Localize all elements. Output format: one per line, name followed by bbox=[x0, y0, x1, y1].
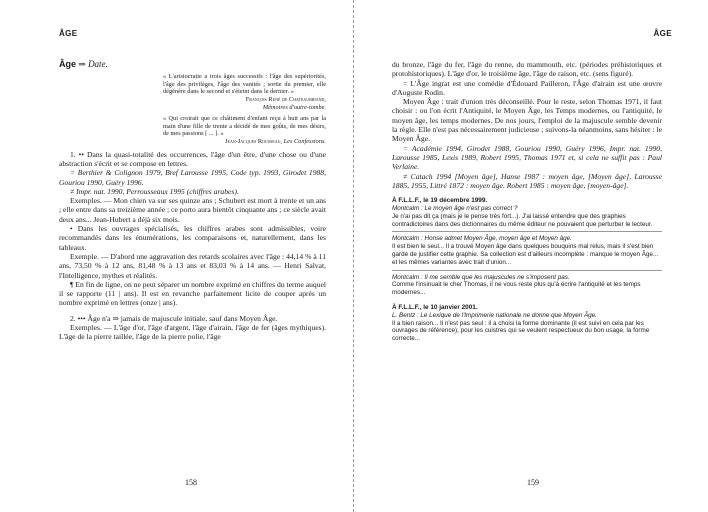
forum-reply-3: Comme l'insinuait le cher Thomas, il ne vous reste plus qu'à écrire l'antiquité et les temps modernes... bbox=[392, 281, 641, 297]
forum-quote-1: Montcalm : Le moyen âge n'est pas correct ? bbox=[392, 204, 518, 212]
epigraph-quote-2: « Qui croirait que ce châtiment d'enfant reçu à huit ans par la main d'une fille de trente a décidé de mes goûts, de mes désirs, de mes passions [ ... ]. » bbox=[163, 115, 326, 138]
epigraph-quote-1: « L'aristocratie a trois âges successifs : l'âge des supériorités, l'âge des privilèges, l'âge des vanités ; sortie du premier, elle dégénère dans le second et s'éteint dans le dernier. » bbox=[163, 73, 326, 96]
references-agree-moyen-age: = Académie 1994, Girodet 1988, Gouriou 1990, Guéry 1996, Impr. nat. 1990, Larousse 1985, Lexis 1989, Robert 1995, Thomas 1971 et, si cela ne suffit pas : Paul Verlaine. bbox=[392, 143, 662, 172]
references-agree: = Berthier & Colignon 1979, Bref Larousse 1995, Code typ. 1993, Girodet 1988, Gouriou 1990, Guéry 1996. bbox=[59, 168, 326, 187]
references-disagree: ≠ Impr. nat. 1990, Perrousseaux 1995 (chiffres arabes). bbox=[70, 186, 239, 196]
forum-reply-1: Je n'ai pas dit ça (mais je le pense très fort...). J'ai laissé entendre que des graphies contradictoires dans des dictionnaires du même éditeur ne pouvaient que perturber le lecteur. bbox=[392, 212, 653, 228]
entry-heading bbox=[59, 60, 326, 69]
page-gutter-divider bbox=[353, 0, 354, 512]
right-page bbox=[356, 0, 708, 512]
cross-reference-arrow: ⇒ bbox=[78, 59, 86, 69]
left-page bbox=[0, 0, 352, 512]
running-head-right: ÂGE bbox=[653, 29, 672, 38]
epigraph-source-2: Les Confessions. bbox=[283, 138, 326, 146]
paragraph-rule-1: 1. •• Dans la quasi-totalité des occurrences, l'âge d'un être, d'une chose ou d'une abstraction s'écrit et se compose en lettres. bbox=[59, 149, 326, 168]
epigraph-attribution-2 bbox=[59, 138, 326, 146]
examples-rule-2: Exemples. — L'âge d'or, l'âge d'argent, l'âge d'airain, l'âge de fer (âges mythiques). L'âge de la pierre taillée, l'âge de la pierre polie, l'âge bbox=[59, 322, 326, 342]
entry-reference: Date. bbox=[88, 59, 108, 69]
forum-separator-1 bbox=[392, 231, 662, 232]
paragraph-moyen-age: Moyen Âge : trait d'union très déconseillé. Pour le reste, selon Thomas 1971, il faut choisir : ou l'on écrit l'Antiquité, le Moyen Âge, les Temps modernes, ou l'antiquité, le moyen âge, les temps modernes. De nos jours, l'emploi de la majuscule semble devenir la règle. Elle n'est pas nécessairement judicieuse ; suivons-la néanmoins, sans hésiter : le Moyen Âge. bbox=[392, 97, 662, 144]
epigraph-attribution-1 bbox=[59, 96, 326, 111]
forum-quote-4: L. Bentz : Le Lexique de l'Imprimerie nationale ne donne que Moyen Âge. bbox=[392, 311, 597, 319]
forum-separator-2 bbox=[392, 270, 662, 271]
epigraph-source-1: Mémoires d'outre-tombe. bbox=[262, 103, 326, 111]
examples-rule-1: Exemples. — Mon chien va sur ses quinze ans ; Schubert est mort à trente et un ans ; elle entre dans sa treizième année ; ce porto aura bientôt cinquante ans ; ce siècle avait deux ans... Jean-Hubert a déjà six mois. bbox=[59, 196, 326, 224]
entry-word: Âge bbox=[59, 59, 77, 69]
page-number-left: 158 bbox=[185, 478, 197, 487]
left-page-body bbox=[59, 60, 326, 342]
forum-date-2: À F.L.L.F., le 10 janvier 2001. bbox=[392, 303, 478, 311]
page-number-right: 159 bbox=[527, 478, 539, 487]
example-specialized-works: Exemple. — D'abord une aggravation des retards scolaires avec l'âge : 44,14 % à 11 ans, 73,50 % à 12 ans, 81,48 % à 13 ans et 83,03 % à 14 ans. — Henri Salvat, l'Intelligence, mythes et réalités. bbox=[59, 251, 326, 280]
paragraph-continued: du bronze, l'âge du fer, l'âge du renne, du mammouth, etc. (périodes préhistoriques et protohistoriques). L'âge d'or, le troisième âge, l'âge de raison, etc. (sens figuré). bbox=[392, 60, 662, 79]
paragraph-line-break: ¶ En fin de ligne, on ne peut séparer un nombre exprimé en chiffres du terme auquel il se rapporte (11 | ans). Il est en revanche parfaitement licite de couper après un nombre exprimé en lettres (onze | ans). bbox=[59, 279, 326, 308]
epigraph-author-2: Jean-Jacques Rousseau, bbox=[225, 138, 283, 146]
paragraph-titles: = L'Âge ingrat est une comédie d'Édouard Pailleron, l'Âge d'airain est une œuvre d'Auguste Rodin. bbox=[392, 78, 662, 97]
forum-quote-3: Montcalm : Il me semble que les majuscules ne s'imposent pas. bbox=[392, 273, 570, 281]
epigraph-author-1: François René de Chateaubriand, bbox=[245, 96, 326, 104]
forum-quote-2: Montcalm : Honse admet Moyen Âge, moyen âge et Moyen âge. bbox=[392, 235, 572, 243]
paragraph-specialized-works: • Dans les ouvrages spécialisés, les chiffres arabes sont admissibles, voire recommandés dans les énumérations, les comparaisons et, naturellement, dans les tableaux. bbox=[59, 224, 326, 252]
forum-reply-2: Il est bien le seul... Il a trouvé Moyen âge dans quelques bouquins mal relus, mais il s'est bien gardé de justifier cette graphie. Sa collection est d'ailleurs incomplète : manque le moyen Âge... et les mêmes variantes avec trait d'union... bbox=[392, 243, 659, 266]
forum-reply-4: Il a bien raison... Il n'est pas seul : il a choisi la forme dominante (il est suivi en cela par les ouvrages de référence), pour les cuistres qui se veulent respectueux du bon usage, la forme correcte... bbox=[392, 319, 650, 343]
paragraph-rule-2: 2. ••• Âge n'a ⇒ jamais de majuscule initiale, sauf dans Moyen Âge. bbox=[70, 313, 278, 323]
right-page-body bbox=[392, 60, 662, 343]
references-disagree-moyen-age: ≠ Catach 1994 [Moyen âge], Hanse 1987 : moyen âge, [Moyen âge], Larousse 1885, 1955, Littré 1872 : moyen âge. Robert 1985 : moyen âge, [moyen-âge]. bbox=[392, 171, 662, 190]
forum-date-1: À F.L.L.F., le 19 décembre 1999. bbox=[392, 197, 488, 205]
running-head-left: ÂGE bbox=[59, 29, 78, 38]
